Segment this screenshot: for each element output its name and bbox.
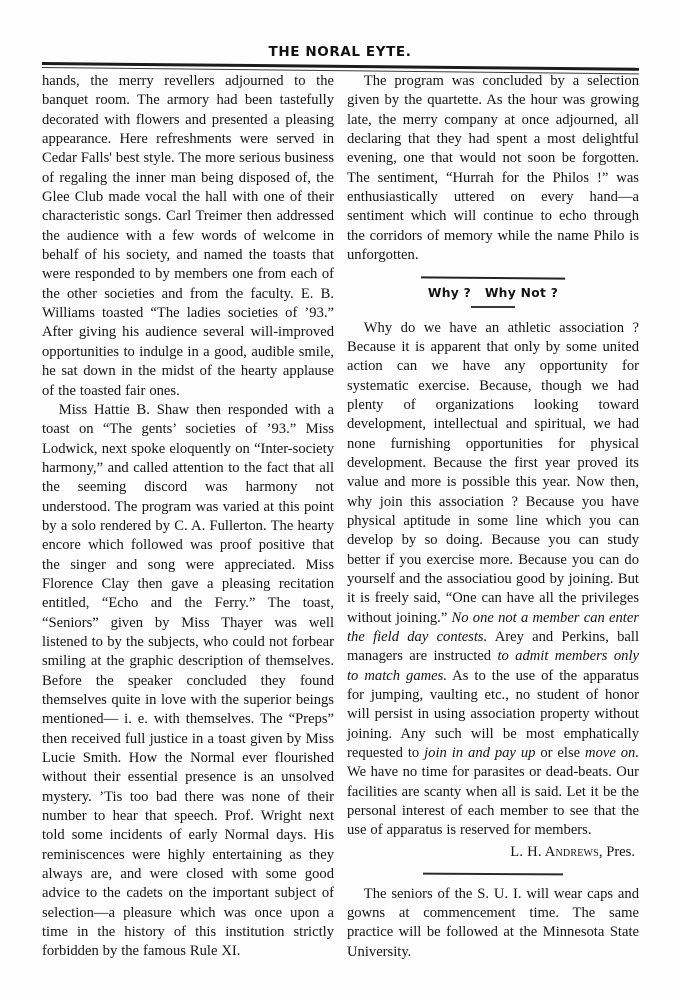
text-run: Arey and Perkins, ball managers are instructed [347,629,639,665]
section-divider [423,873,563,875]
publication-title: THE NORAL EYTE. [268,44,412,60]
text-run: As to the use of the apparatus for jumping, vaulting etc., no student of honor will persist in using association property without joining. Any such will be most emphatically requested to [347,667,639,762]
right-column [347,72,639,992]
paragraph [347,319,639,841]
text-run: or else [535,745,586,762]
masthead-rule [42,62,639,72]
signature-suffix: , Pres. [598,843,635,860]
paragraph: The seniors of the S. U. I. will wear caps and gowns at commencement time. The same practice will be followed at the Minnesota State University. [347,885,639,960]
emphasis-run: join in and pay up [424,745,536,762]
section-heading-block [347,277,639,307]
two-column-layout [42,72,639,992]
left-column [42,72,334,992]
signature-name: L. H. Andrews [510,843,599,860]
emphasis-run: No one not a member can enter the field day contests. [347,609,639,646]
emphasis-run: move on. [585,745,640,762]
section-rule-below [471,306,515,308]
section-rule-above [421,277,565,280]
section-title: Why ? Why Not ? [427,286,559,301]
masthead [0,44,680,60]
emphasis-run: to admit members only to match games. [347,648,639,684]
signature-line [347,843,639,862]
paragraph: Miss Hattie B. Shaw then responded with a toast on “The gents’ societies of ’93.” Miss Lodwick, next spoke eloquently on “Inter-society harmony,” and called attention to the fact that all the seeming discord was harmony not understood. The program was varied at this point by a solo rendered by C. A. Fullerton. The hearty encore which followed was proof positive that the singer and song were appreciated. Miss Florence Clay then gave a pleasing recitation entitled, “Echo and the Ferry.” The toast, “Seniors” given by Miss Thayer was well listened to by the subjects, who could not forbear smiling at the graphic description of themselves. Before the speaker concluded they found themselves quite in love with the superior beings mentioned— i. e. with themselves. The “Preps” then received full justice in a toast given by Miss Lucie Smith. How the Normal ever flourished without their essential presence is an unsolved mystery. ’Tis too bad there was none of their number to hear that speech. Prof. Wright next told some incidents of early Normal days. His reminiscences were highly entertaining as they always are, and were closed with some good advice to the cadets on the important subject of selection—a pleasure which was once upon a time in the history of this institution strictly forbidden by the famous Rule XI. [42,401,334,960]
paragraph: hands, the merry revellers adjourned to the banquet room. The armory had been tastefully decorated with flowers and presented a pleasing appearance. Here refreshments were served in Cedar Falls' best style. The more serious business of regaling the inner man being disposed of, the Glee Club made vocal the hall with one of their characteristic songs. Carl Treimer then addressed the audience with a few words of welcome in behalf of his society, and named the toasts that were responded to by members one from each of the other societies and from the faculty. E. B. Williams toasted “The ladies societies of ’93.” After giving his audience several will-improved opportunities to indulge in a good, audible smile, he sat down in the midst of the hearty applause of the toasted fair ones. [42,73,334,399]
text-run: Why do we have an athletic association ? Because it is apparent that only by some united action can we have any opportunity for systematic exercise. Because, though we had plenty of organizations looking toward development, intellectual and spiritual, we had none furnishing opportunities for physical development. Because the first year proved its value and more is possible this year. Now then, why join this association ? Because you have physical aptitude in some line which you can develop by so doing. Because you can study better if you exercise more. Because you can do yourself and the associatiou good by joining. But it is freely said, “One can have all the privileges without joining.” [347,319,639,626]
paragraph: The program was concluded by a selection given by the quartette. As the hour was growing late, the merry company at once adjourned, all declaring that they had spent a most delightful evening, one that would not soon be forgotten. The sentiment, “Hurrah for the Philos !” was enthusiastically uttered on every hand—a sentiment which will continue to echo through the corridors of memory while the name Philo is unforgotten. [347,73,639,264]
text-run: We have no time for parasites or dead-beats. Our facilities are scanty when all is said. Let it be the personal interest of each member to see that the use of apparatus is reserved for members. [347,764,639,839]
